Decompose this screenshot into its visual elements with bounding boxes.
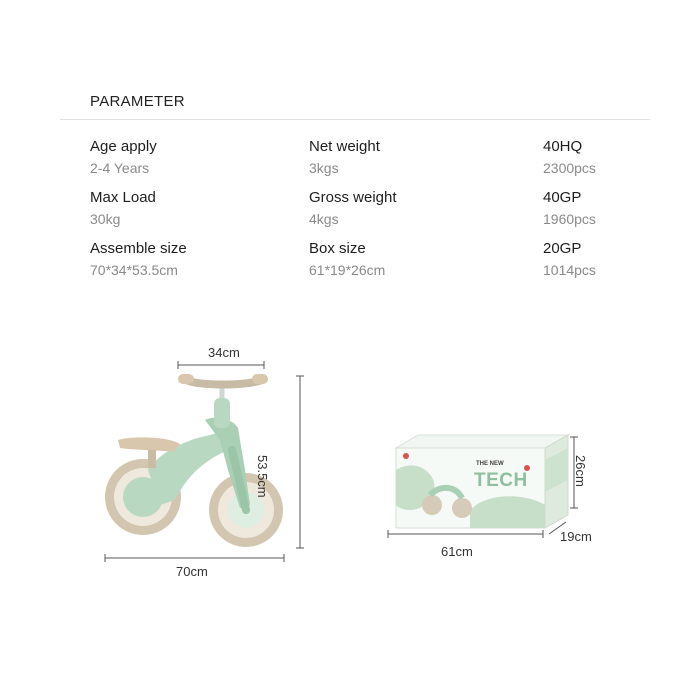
param-label: 40HQ — [543, 138, 583, 155]
bike-height-label: 53.5cm — [255, 455, 270, 498]
param-label: Net weight — [309, 138, 380, 155]
param-value: 30kg — [90, 211, 121, 227]
param-value: 3kgs — [309, 160, 339, 176]
param-label: Box size — [309, 240, 366, 257]
param-label: Age apply — [90, 138, 157, 155]
box-depth-label: 19cm — [560, 529, 592, 544]
page-title: PARAMETER — [90, 93, 185, 110]
box-text-tech: TECH — [474, 470, 528, 491]
box-height-label: 26cm — [573, 455, 588, 487]
param-label: Gross weight — [309, 189, 397, 206]
param-value: 61*19*26cm — [309, 262, 386, 278]
param-value: 1960pcs — [543, 211, 596, 227]
param-value: 2300pcs — [543, 160, 596, 176]
bike-width-label: 34cm — [208, 345, 240, 360]
param-value: 70*34*53.5cm — [90, 262, 178, 278]
param-value: 4kgs — [309, 211, 339, 227]
param-label: Max Load — [90, 189, 156, 206]
param-label: 40GP — [543, 189, 582, 206]
seat — [118, 437, 180, 452]
box-text-the-new: THE NEW — [476, 461, 504, 467]
param-label: Assemble size — [90, 240, 187, 257]
handlebar — [186, 380, 262, 385]
param-label: 20GP — [543, 240, 582, 257]
bike-length-label: 70cm — [176, 564, 208, 579]
param-value: 1014pcs — [543, 262, 596, 278]
box-length-label: 61cm — [441, 544, 473, 559]
param-value: 2-4 Years — [90, 160, 150, 176]
